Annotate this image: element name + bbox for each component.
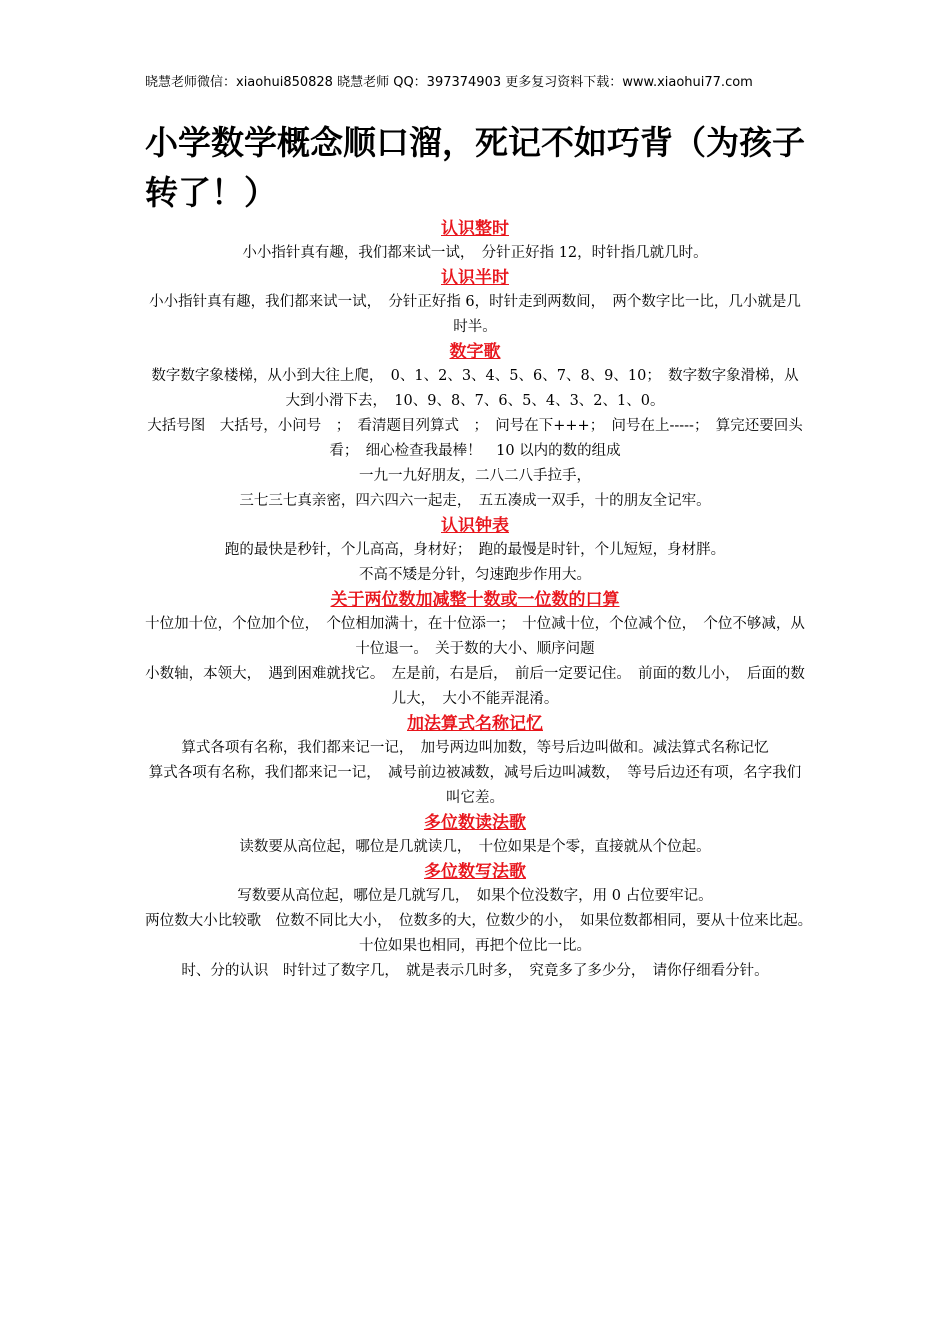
content [145,217,820,984]
paragraph: 小小指针真有趣，我们都来试一试， 分针正好指 12，时针指几就几时。 [242,245,708,261]
paragraph: 一九一九好朋友，二八二八手拉手， [359,468,591,484]
section-heading: 多位数写法歌 [424,862,526,882]
section-heading: 多位数读法歌 [424,813,526,833]
paragraph: 两位数大小比较歌 位数不同比大小， 位数多的大，位数少的小， 如果位数都相同，要从十位来比起。 十位如果也相同，再把个位比一比。 [145,913,820,954]
section-heading: 认识半时 [441,268,509,288]
paragraph: 数字数字象楼梯，从小到大往上爬， 0、1、2、3、4、5、6、7、8、9、10； 数字数字象滑梯，从大到小滑下去， 10、9、8、7、6、5、4、3、2、1、0。 [151,368,799,409]
page-title: 小学数学概念顺口溜，死记不如巧背（为孩子转了！） [145,123,805,212]
paragraph: 时、分的认识 时针过了数字几， 就是表示几时多， 究竟多了多少分， 请你仔细看分针。 [181,963,769,979]
paragraph: 算式各项有名称，我们都来记一记， 减号前边被减数，减号后边叫减数， 等号后边还有项，名字我们叫它差。 [148,765,802,806]
section-heading: 加法算式名称记忆 [407,714,543,734]
paragraph: 小数轴，本领大， 遇到困难就找它。 左是前，右是后， 前后一定要记住。 前面的数儿小， 后面的数儿大， 大小不能弄混淆。 [145,666,805,707]
paragraph: 大括号图 大括号，小问号 ； 看清题目列算式 ； 问号在下+++； 问号在上-----； 算完还要回头看； 细心检查我最棒！ 10 以内的数的组成 [147,418,803,459]
header-contact: 晓慧老师微信：xiaohui850828 晓慧老师 QQ：397374903 更多复习资料下载：www.xiaohui77.com [145,75,753,90]
paragraph: 写数要从高位起，哪位是几就写几， 如果个位没数字，用 0 占位要牢记。 [237,888,713,904]
paragraph: 不高不矮是分针，匀速跑步作用大。 [359,567,591,583]
section-heading: 数字歌 [449,342,501,362]
paragraph: 小小指针真有趣，我们都来试一试， 分针正好指 6，时针走到两数间， 两个数字比一比，几小就是几时半。 [149,294,801,335]
section-heading: 关于两位数加减整十数或一位数的口算 [330,590,620,610]
paragraph: 算式各项有名称，我们都来记一记， 加号两边叫加数，等号后边叫做和。减法算式名称记忆 [181,740,769,756]
paragraph: 十位加十位，个位加个位， 个位相加满十，在十位添一； 十位减十位，个位减个位， 个位不够减，从十位退一。 关于数的大小、顺序问题 [145,616,805,657]
paragraph: 三七三七真亲密，四六四六一起走， 五五凑成一双手，十的朋友全记牢。 [239,493,711,509]
paragraph: 跑的最快是秒针，个儿高高，身材好； 跑的最慢是时针，个儿短短，身材胖。 [224,542,726,558]
paragraph: 读数要从高位起，哪位是几就读几， 十位如果是个零，直接就从个位起。 [239,839,711,855]
section-heading: 认识整时 [441,219,509,239]
section-heading: 认识钟表 [441,516,509,536]
